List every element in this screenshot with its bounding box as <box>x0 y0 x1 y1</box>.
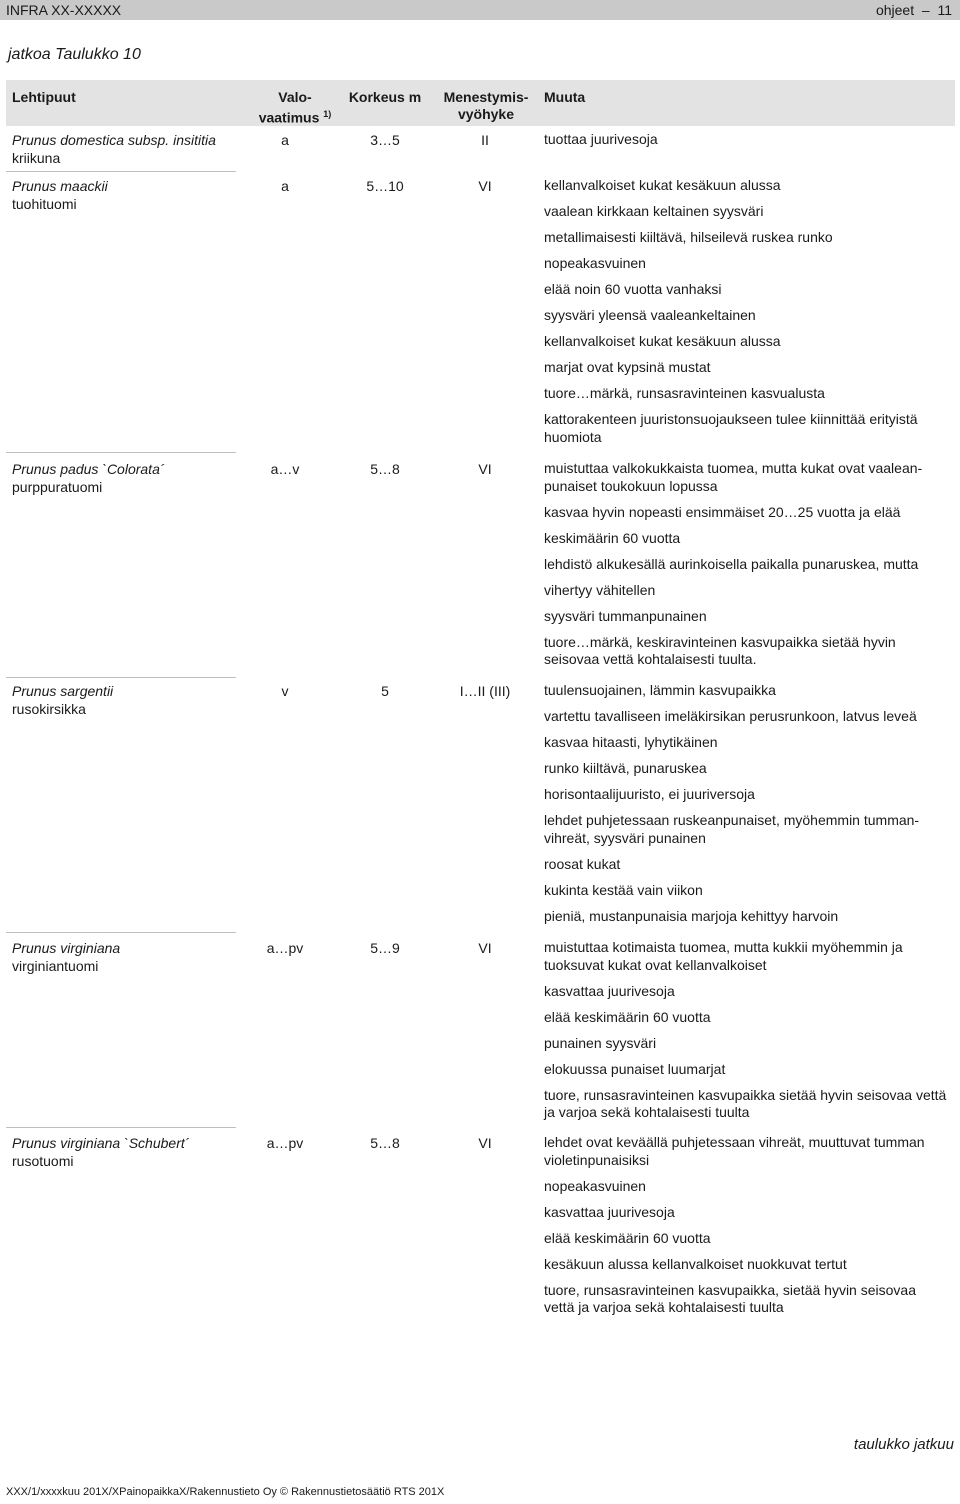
row-divider <box>6 932 236 933</box>
valovaatimus-value: a…pv <box>266 1135 304 1151</box>
page-number: 11 <box>937 2 952 18</box>
plant-name <box>12 939 242 975</box>
page-footer: XXX/1/xxxxkuu 201X/XPainopaikkaX/Rakennustieto Oy © Rakennustietosäätiö RTS 201X <box>6 1486 445 1498</box>
latin-name: Prunus padus `Colorata´ <box>12 461 165 477</box>
section-label: ohjeet <box>875 2 915 18</box>
menestymis-line1: Menestymis- <box>443 89 529 105</box>
vyohyke-value: II <box>481 132 489 148</box>
note: roosat kukat <box>544 855 621 872</box>
vyohyke-value: VI <box>478 461 492 477</box>
korkeus-value: 5…8 <box>370 461 400 477</box>
note: horisontaalijuuristo, ei juuriversoja <box>544 786 755 802</box>
note: kukinta kestää vain viikon <box>544 881 703 898</box>
note: punainen syysväri <box>544 1034 657 1051</box>
note: kasvattaa juurivesoja <box>544 982 675 999</box>
header-bar <box>0 0 960 20</box>
common-name: purppuratuomi <box>12 479 103 495</box>
latin-name: Prunus maackii <box>12 178 108 194</box>
document-id: INFRA XX-XXXXX <box>6 2 122 18</box>
column-korkeus: Korkeus m <box>348 89 422 105</box>
column-muuta: Muuta <box>544 89 586 105</box>
note: kasvaa hitaasti, lyhytikäinen <box>544 734 718 750</box>
note: elokuussa punaiset luumarjat <box>544 1060 726 1077</box>
note: keskimäärin 60 vuotta <box>544 529 681 546</box>
note: elää noin 60 vuotta vanhaksi <box>544 281 722 297</box>
common-name: kriikuna <box>12 150 61 166</box>
column-lehtipuut: Lehtipuut <box>12 89 76 105</box>
note: tuottaa juurivesoja <box>544 131 658 147</box>
menestymis-line2: vyöhyke <box>457 106 515 122</box>
note: vaalean kirkkaan keltainen syysväri <box>544 203 764 219</box>
note: syysväri tummanpunainen <box>544 607 707 624</box>
notes-list <box>544 177 949 446</box>
common-name: rusokirsikka <box>12 701 86 717</box>
table-caption: jatkoa Taulukko 10 <box>8 46 141 63</box>
valovaatimus-value: a…pv <box>266 940 304 956</box>
note: kellanvalkoiset kukat kesäkuun alussa <box>544 333 781 349</box>
notes-list <box>544 460 949 669</box>
valovaatimus-value: a…v <box>270 461 300 477</box>
latin-name: Prunus domestica subsp. insititia <box>12 132 216 148</box>
note: elää keskimäärin 60 vuotta <box>544 1008 711 1025</box>
page-info: ohjeet – 11 <box>875 2 952 18</box>
row-divider <box>6 171 236 172</box>
korkeus-value: 5…10 <box>366 178 404 194</box>
notes-list <box>544 939 949 1122</box>
note: muistuttaa kotimaista tuomea, mutta kukkii myöhemmin ja tuoksuvat kukat ovat kellanvalkoiset <box>544 939 903 973</box>
vyohyke-value: VI <box>478 178 492 194</box>
common-name: rusotuomi <box>12 1153 74 1169</box>
common-name: tuohituomi <box>12 196 77 212</box>
note: vihertyy vähitellen <box>544 581 656 598</box>
note: kasvattaa juurivesoja <box>544 1203 675 1220</box>
note: marjat ovat kypsinä mustat <box>544 359 711 375</box>
plant-name <box>12 682 242 718</box>
note: elää keskimäärin 60 vuotta <box>544 1229 711 1246</box>
note: syysväri yleensä vaaleankeltainen <box>544 307 756 323</box>
plant-name <box>12 1134 242 1170</box>
vyohyke-value: VI <box>478 940 492 956</box>
common-name: virginiantuomi <box>12 958 99 974</box>
note: tuore, runsasravinteinen kasvupaikka sietää hyvin seisovaa vettä ja varjoa sekä kohtalaisesti tuulta <box>544 1086 947 1120</box>
note: tuore, runsasravinteinen kasvupaikka, sietää hyvin seisovaa vettä ja varjoa sekä kohtalaisesti tuulta <box>544 1281 916 1315</box>
valovaatimus-value: a <box>281 178 289 194</box>
row-divider <box>6 1127 236 1128</box>
note: kattorakenteen juuristonsuojaukseen tulee kiinnittää erityistä huomiota <box>544 411 918 445</box>
row-divider <box>6 452 236 453</box>
korkeus-value: 5…8 <box>370 1135 400 1151</box>
valovaatimus-value: v <box>281 683 289 699</box>
note: kasvaa hyvin nopeasti ensimmäiset 20…25 vuotta ja elää <box>544 503 901 520</box>
note: metallimaisesti kiiltävä, hilseilevä ruskea runko <box>544 229 833 245</box>
note: lehdet ovat keväällä puhjetessaan vihreät, muuttuvat tumman violetinpunaisiksi <box>544 1134 925 1168</box>
latin-name: Prunus sargentii <box>12 683 114 699</box>
note: runko kiiltävä, punaruskea <box>544 760 707 776</box>
note: tuore…märkä, keskiravinteinen kasvupaikka sietää hyvin seisovaa vettä kohtalaisesti tuulta. <box>544 633 896 667</box>
notes-list <box>544 1134 949 1317</box>
note: nopeakasvuinen <box>544 1177 646 1194</box>
notes-list <box>544 682 949 925</box>
note: vartettu tavalliseen imeläkirsikan perusrunkoon, latvus leveä <box>544 708 917 724</box>
table-header <box>6 80 955 126</box>
row-divider <box>6 677 236 678</box>
plant-name <box>12 177 242 213</box>
korkeus-value: 3…5 <box>370 132 400 148</box>
plant-name <box>12 131 242 167</box>
note: pieniä, mustanpunaisia marjoja kehittyy harvoin <box>544 907 839 924</box>
column-menestymisvyohyke <box>436 89 536 123</box>
vyohyke-value: VI <box>478 1135 492 1151</box>
note: kesäkuun alussa kellanvalkoiset nuokkuvat tertut <box>544 1255 847 1272</box>
latin-name: Prunus virginiana <box>12 940 121 956</box>
plant-name <box>12 460 242 496</box>
note: nopeakasvuinen <box>544 255 646 271</box>
table-continues: taulukko jatkuu <box>853 1436 954 1453</box>
column-valovaatimus <box>250 89 340 127</box>
korkeus-value: 5…9 <box>370 940 400 956</box>
notes-list <box>544 131 949 149</box>
note: muistuttaa valkokukkaista tuomea, mutta kukat ovat vaalean-punaiset toukokuun lopussa <box>544 460 923 494</box>
note: kellanvalkoiset kukat kesäkuun alussa <box>544 177 781 193</box>
note: lehdet puhjetessaan ruskeanpunaiset, myöhemmin tumman-vihreät, syysväri punainen <box>544 812 920 846</box>
note: tuore…märkä, runsasravinteinen kasvualusta <box>544 385 825 401</box>
vyohyke-value: I…II (III) <box>459 683 511 699</box>
note: tuulensuojainen, lämmin kasvupaikka <box>544 682 776 698</box>
note: lehdistö alkukesällä aurinkoisella paikalla punaruskea, mutta <box>544 555 919 572</box>
valovaatimus-footnote: 1) <box>323 109 332 119</box>
valovaatimus-line1: Valo- <box>278 89 312 105</box>
valovaatimus-value: a <box>281 132 289 148</box>
korkeus-value: 5 <box>381 683 389 699</box>
latin-name: Prunus virginiana `Schubert´ <box>12 1135 190 1151</box>
valovaatimus-line2: vaatimus <box>258 109 320 126</box>
